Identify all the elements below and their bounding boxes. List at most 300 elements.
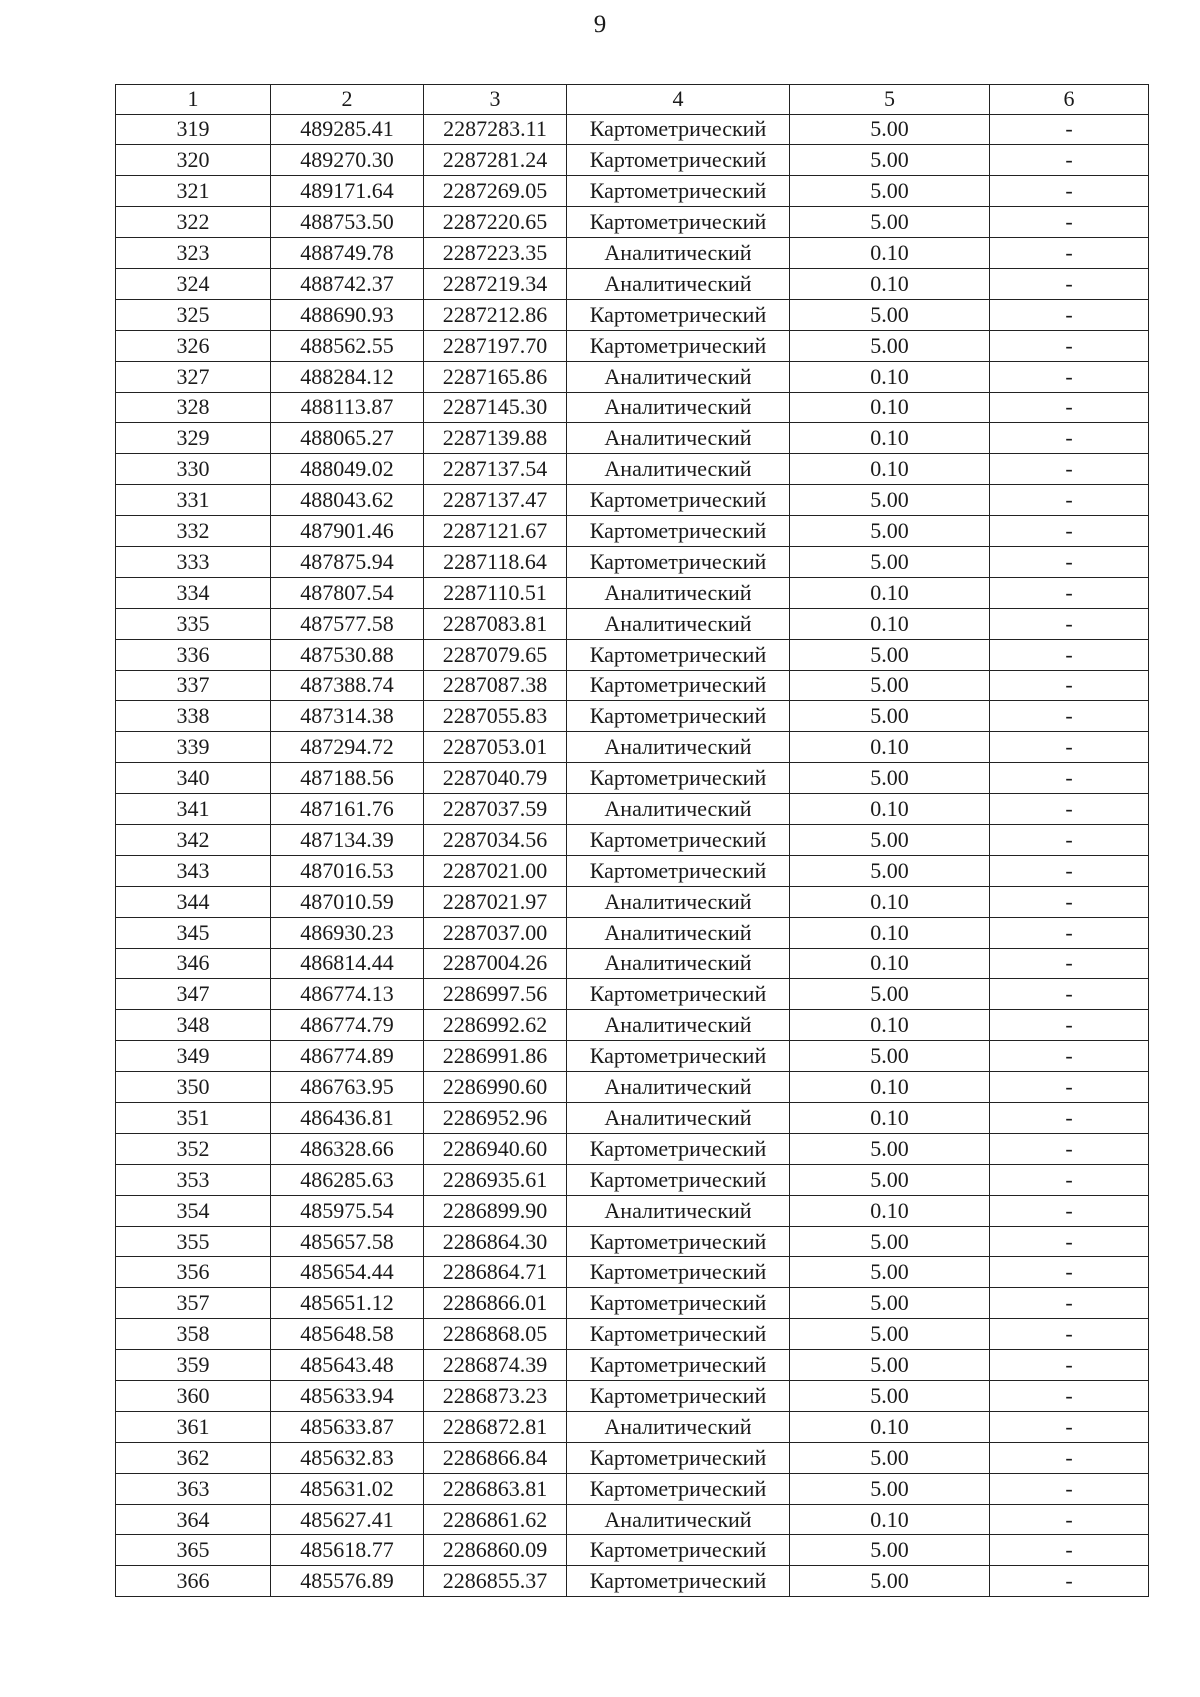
- table-row: [116, 268, 1149, 299]
- y-coordinate-cell: 2286868.05: [424, 1319, 567, 1350]
- x-coordinate-cell: 487010.59: [271, 886, 424, 917]
- y-coordinate-cell: 2286855.37: [424, 1566, 567, 1597]
- accuracy-cell: 0.10: [790, 392, 990, 423]
- table-row: [116, 145, 1149, 176]
- description-cell: -: [990, 207, 1149, 238]
- x-coordinate-cell: 489171.64: [271, 176, 424, 207]
- description-cell: -: [990, 639, 1149, 670]
- x-coordinate-cell: 485975.54: [271, 1195, 424, 1226]
- method-cell: Картометрический: [567, 979, 790, 1010]
- method-cell: Аналитический: [567, 1411, 790, 1442]
- accuracy-cell: 0.10: [790, 732, 990, 763]
- accuracy-cell: 5.00: [790, 516, 990, 547]
- accuracy-cell: 0.10: [790, 1072, 990, 1103]
- x-coordinate-cell: 486814.44: [271, 948, 424, 979]
- accuracy-cell: 5.00: [790, 546, 990, 577]
- x-coordinate-cell: 486285.63: [271, 1164, 424, 1195]
- description-cell: -: [990, 1226, 1149, 1257]
- method-cell: Картометрический: [567, 1442, 790, 1473]
- x-coordinate-cell: 487161.76: [271, 794, 424, 825]
- point-number-cell: 361: [116, 1411, 271, 1442]
- point-number-cell: 326: [116, 330, 271, 361]
- method-cell: Картометрический: [567, 670, 790, 701]
- table-row: [116, 485, 1149, 516]
- point-number-cell: 360: [116, 1381, 271, 1412]
- accuracy-cell: 5.00: [790, 1350, 990, 1381]
- table-row: [116, 1473, 1149, 1504]
- point-number-cell: 319: [116, 114, 271, 145]
- description-cell: -: [990, 886, 1149, 917]
- y-coordinate-cell: 2287004.26: [424, 948, 567, 979]
- x-coordinate-cell: 488562.55: [271, 330, 424, 361]
- header-cell: 3: [424, 85, 567, 115]
- coordinates-table: [115, 84, 1149, 1597]
- x-coordinate-cell: 485633.87: [271, 1411, 424, 1442]
- method-cell: Аналитический: [567, 361, 790, 392]
- table-row: [116, 1288, 1149, 1319]
- accuracy-cell: 0.10: [790, 1411, 990, 1442]
- point-number-cell: 357: [116, 1288, 271, 1319]
- accuracy-cell: 0.10: [790, 454, 990, 485]
- point-number-cell: 323: [116, 238, 271, 269]
- x-coordinate-cell: 488065.27: [271, 423, 424, 454]
- table-row: [116, 855, 1149, 886]
- method-cell: Картометрический: [567, 330, 790, 361]
- x-coordinate-cell: 486328.66: [271, 1133, 424, 1164]
- accuracy-cell: 0.10: [790, 1195, 990, 1226]
- x-coordinate-cell: 488284.12: [271, 361, 424, 392]
- y-coordinate-cell: 2287040.79: [424, 763, 567, 794]
- description-cell: -: [990, 1072, 1149, 1103]
- method-cell: Аналитический: [567, 1195, 790, 1226]
- accuracy-cell: 0.10: [790, 423, 990, 454]
- method-cell: Картометрический: [567, 546, 790, 577]
- accuracy-cell: 5.00: [790, 145, 990, 176]
- point-number-cell: 341: [116, 794, 271, 825]
- x-coordinate-cell: 488749.78: [271, 238, 424, 269]
- y-coordinate-cell: 2286992.62: [424, 1010, 567, 1041]
- point-number-cell: 355: [116, 1226, 271, 1257]
- point-number-cell: 347: [116, 979, 271, 1010]
- accuracy-cell: 0.10: [790, 794, 990, 825]
- x-coordinate-cell: 485648.58: [271, 1319, 424, 1350]
- x-coordinate-cell: 485632.83: [271, 1442, 424, 1473]
- table-row: [116, 1226, 1149, 1257]
- accuracy-cell: 0.10: [790, 886, 990, 917]
- table-row: [116, 176, 1149, 207]
- method-cell: Картометрический: [567, 299, 790, 330]
- table-row: [116, 670, 1149, 701]
- description-cell: -: [990, 330, 1149, 361]
- method-cell: Картометрический: [567, 763, 790, 794]
- point-number-cell: 320: [116, 145, 271, 176]
- method-cell: Картометрический: [567, 1257, 790, 1288]
- accuracy-cell: 0.10: [790, 268, 990, 299]
- point-number-cell: 362: [116, 1442, 271, 1473]
- description-cell: -: [990, 1473, 1149, 1504]
- method-cell: Картометрический: [567, 701, 790, 732]
- point-number-cell: 337: [116, 670, 271, 701]
- accuracy-cell: 5.00: [790, 979, 990, 1010]
- accuracy-cell: 5.00: [790, 176, 990, 207]
- x-coordinate-cell: 485654.44: [271, 1257, 424, 1288]
- method-cell: Картометрический: [567, 1350, 790, 1381]
- table-row: [116, 423, 1149, 454]
- x-coordinate-cell: 487577.58: [271, 608, 424, 639]
- point-number-cell: 332: [116, 516, 271, 547]
- accuracy-cell: 5.00: [790, 1041, 990, 1072]
- accuracy-cell: 5.00: [790, 207, 990, 238]
- x-coordinate-cell: 486763.95: [271, 1072, 424, 1103]
- y-coordinate-cell: 2287212.86: [424, 299, 567, 330]
- y-coordinate-cell: 2287197.70: [424, 330, 567, 361]
- method-cell: Картометрический: [567, 1535, 790, 1566]
- x-coordinate-cell: 485631.02: [271, 1473, 424, 1504]
- table-row: [116, 392, 1149, 423]
- y-coordinate-cell: 2287087.38: [424, 670, 567, 701]
- table-row: [116, 1041, 1149, 1072]
- table-row: [116, 701, 1149, 732]
- description-cell: -: [990, 268, 1149, 299]
- y-coordinate-cell: 2286874.39: [424, 1350, 567, 1381]
- y-coordinate-cell: 2287165.86: [424, 361, 567, 392]
- x-coordinate-cell: 487875.94: [271, 546, 424, 577]
- x-coordinate-cell: 487807.54: [271, 577, 424, 608]
- point-number-cell: 339: [116, 732, 271, 763]
- description-cell: -: [990, 176, 1149, 207]
- y-coordinate-cell: 2287037.59: [424, 794, 567, 825]
- x-coordinate-cell: 487294.72: [271, 732, 424, 763]
- description-cell: -: [990, 1411, 1149, 1442]
- table-row: [116, 794, 1149, 825]
- accuracy-cell: 5.00: [790, 639, 990, 670]
- point-number-cell: 363: [116, 1473, 271, 1504]
- point-number-cell: 335: [116, 608, 271, 639]
- description-cell: -: [990, 299, 1149, 330]
- accuracy-cell: 0.10: [790, 917, 990, 948]
- x-coordinate-cell: 485633.94: [271, 1381, 424, 1412]
- x-coordinate-cell: 487314.38: [271, 701, 424, 732]
- point-number-cell: 353: [116, 1164, 271, 1195]
- table-row: [116, 1350, 1149, 1381]
- header-cell: 1: [116, 85, 271, 115]
- accuracy-cell: 5.00: [790, 855, 990, 886]
- point-number-cell: 324: [116, 268, 271, 299]
- description-cell: -: [990, 732, 1149, 763]
- method-cell: Аналитический: [567, 423, 790, 454]
- table-row: [116, 763, 1149, 794]
- accuracy-cell: 5.00: [790, 701, 990, 732]
- description-cell: -: [990, 763, 1149, 794]
- table-row: [116, 1566, 1149, 1597]
- y-coordinate-cell: 2286866.01: [424, 1288, 567, 1319]
- point-number-cell: 364: [116, 1504, 271, 1535]
- header-cell: 4: [567, 85, 790, 115]
- y-coordinate-cell: 2287110.51: [424, 577, 567, 608]
- accuracy-cell: 5.00: [790, 1566, 990, 1597]
- method-cell: Аналитический: [567, 1072, 790, 1103]
- point-number-cell: 358: [116, 1319, 271, 1350]
- accuracy-cell: 5.00: [790, 485, 990, 516]
- method-cell: Картометрический: [567, 207, 790, 238]
- point-number-cell: 354: [116, 1195, 271, 1226]
- method-cell: Аналитический: [567, 886, 790, 917]
- accuracy-cell: 0.10: [790, 1010, 990, 1041]
- accuracy-cell: 0.10: [790, 608, 990, 639]
- table-row: [116, 1381, 1149, 1412]
- description-cell: -: [990, 1133, 1149, 1164]
- point-number-cell: 340: [116, 763, 271, 794]
- description-cell: -: [990, 1442, 1149, 1473]
- point-number-cell: 334: [116, 577, 271, 608]
- table-row: [116, 1010, 1149, 1041]
- y-coordinate-cell: 2287021.00: [424, 855, 567, 886]
- point-number-cell: 352: [116, 1133, 271, 1164]
- y-coordinate-cell: 2287037.00: [424, 917, 567, 948]
- description-cell: -: [990, 608, 1149, 639]
- description-cell: -: [990, 1381, 1149, 1412]
- description-cell: -: [990, 670, 1149, 701]
- description-cell: -: [990, 794, 1149, 825]
- table-row: [116, 577, 1149, 608]
- point-number-cell: 336: [116, 639, 271, 670]
- accuracy-cell: 0.10: [790, 948, 990, 979]
- x-coordinate-cell: 485576.89: [271, 1566, 424, 1597]
- description-cell: -: [990, 917, 1149, 948]
- description-cell: -: [990, 1195, 1149, 1226]
- table-row: [116, 886, 1149, 917]
- header-cell: 6: [990, 85, 1149, 115]
- x-coordinate-cell: 486774.79: [271, 1010, 424, 1041]
- point-number-cell: 351: [116, 1103, 271, 1134]
- description-cell: -: [990, 392, 1149, 423]
- y-coordinate-cell: 2286860.09: [424, 1535, 567, 1566]
- y-coordinate-cell: 2286866.84: [424, 1442, 567, 1473]
- y-coordinate-cell: 2287118.64: [424, 546, 567, 577]
- table-row: [116, 608, 1149, 639]
- accuracy-cell: 5.00: [790, 1133, 990, 1164]
- x-coordinate-cell: 487901.46: [271, 516, 424, 547]
- method-cell: Картометрический: [567, 1319, 790, 1350]
- method-cell: Аналитический: [567, 238, 790, 269]
- accuracy-cell: 0.10: [790, 1504, 990, 1535]
- table-row: [116, 1504, 1149, 1535]
- method-cell: Картометрический: [567, 145, 790, 176]
- description-cell: -: [990, 516, 1149, 547]
- description-cell: -: [990, 1535, 1149, 1566]
- table-row: [116, 299, 1149, 330]
- accuracy-cell: 5.00: [790, 670, 990, 701]
- x-coordinate-cell: 486774.89: [271, 1041, 424, 1072]
- y-coordinate-cell: 2287223.35: [424, 238, 567, 269]
- y-coordinate-cell: 2286991.86: [424, 1041, 567, 1072]
- table-row: [116, 454, 1149, 485]
- method-cell: Аналитический: [567, 392, 790, 423]
- method-cell: Аналитический: [567, 268, 790, 299]
- table-row: [116, 1442, 1149, 1473]
- accuracy-cell: 5.00: [790, 1288, 990, 1319]
- accuracy-cell: 5.00: [790, 1226, 990, 1257]
- x-coordinate-cell: 486930.23: [271, 917, 424, 948]
- y-coordinate-cell: 2287034.56: [424, 824, 567, 855]
- description-cell: -: [990, 1103, 1149, 1134]
- description-cell: -: [990, 145, 1149, 176]
- table-row: [116, 1164, 1149, 1195]
- x-coordinate-cell: 488043.62: [271, 485, 424, 516]
- accuracy-cell: 5.00: [790, 1535, 990, 1566]
- y-coordinate-cell: 2286990.60: [424, 1072, 567, 1103]
- method-cell: Картометрический: [567, 1288, 790, 1319]
- x-coordinate-cell: 489285.41: [271, 114, 424, 145]
- accuracy-cell: 5.00: [790, 114, 990, 145]
- description-cell: -: [990, 238, 1149, 269]
- point-number-cell: 356: [116, 1257, 271, 1288]
- description-cell: -: [990, 1257, 1149, 1288]
- accuracy-cell: 5.00: [790, 299, 990, 330]
- table-row: [116, 1257, 1149, 1288]
- table-row: [116, 516, 1149, 547]
- method-cell: Аналитический: [567, 917, 790, 948]
- method-cell: Аналитический: [567, 454, 790, 485]
- y-coordinate-cell: 2287220.65: [424, 207, 567, 238]
- accuracy-cell: 0.10: [790, 238, 990, 269]
- point-number-cell: 348: [116, 1010, 271, 1041]
- point-number-cell: 366: [116, 1566, 271, 1597]
- y-coordinate-cell: 2286935.61: [424, 1164, 567, 1195]
- x-coordinate-cell: 487388.74: [271, 670, 424, 701]
- description-cell: -: [990, 824, 1149, 855]
- accuracy-cell: 0.10: [790, 577, 990, 608]
- table-row: [116, 824, 1149, 855]
- point-number-cell: 345: [116, 917, 271, 948]
- x-coordinate-cell: 485618.77: [271, 1535, 424, 1566]
- point-number-cell: 328: [116, 392, 271, 423]
- x-coordinate-cell: 485627.41: [271, 1504, 424, 1535]
- method-cell: Картометрический: [567, 485, 790, 516]
- accuracy-cell: 5.00: [790, 1319, 990, 1350]
- point-number-cell: 359: [116, 1350, 271, 1381]
- description-cell: -: [990, 701, 1149, 732]
- x-coordinate-cell: 488742.37: [271, 268, 424, 299]
- description-cell: -: [990, 1350, 1149, 1381]
- point-number-cell: 322: [116, 207, 271, 238]
- x-coordinate-cell: 487016.53: [271, 855, 424, 886]
- accuracy-cell: 5.00: [790, 1381, 990, 1412]
- x-coordinate-cell: 487188.56: [271, 763, 424, 794]
- x-coordinate-cell: 487530.88: [271, 639, 424, 670]
- table-row: [116, 546, 1149, 577]
- y-coordinate-cell: 2286940.60: [424, 1133, 567, 1164]
- method-cell: Картометрический: [567, 176, 790, 207]
- accuracy-cell: 5.00: [790, 1473, 990, 1504]
- point-number-cell: 321: [116, 176, 271, 207]
- description-cell: -: [990, 1164, 1149, 1195]
- accuracy-cell: 5.00: [790, 1442, 990, 1473]
- table-row: [116, 330, 1149, 361]
- method-cell: Картометрический: [567, 114, 790, 145]
- accuracy-cell: 5.00: [790, 1257, 990, 1288]
- y-coordinate-cell: 2287269.05: [424, 176, 567, 207]
- description-cell: -: [990, 361, 1149, 392]
- table-row: [116, 639, 1149, 670]
- y-coordinate-cell: 2287021.97: [424, 886, 567, 917]
- x-coordinate-cell: 489270.30: [271, 145, 424, 176]
- method-cell: Картометрический: [567, 824, 790, 855]
- accuracy-cell: 5.00: [790, 824, 990, 855]
- table-row: [116, 361, 1149, 392]
- description-cell: -: [990, 855, 1149, 886]
- method-cell: Картометрический: [567, 1041, 790, 1072]
- table-row: [116, 1411, 1149, 1442]
- point-number-cell: 327: [116, 361, 271, 392]
- x-coordinate-cell: 485643.48: [271, 1350, 424, 1381]
- y-coordinate-cell: 2287053.01: [424, 732, 567, 763]
- description-cell: -: [990, 546, 1149, 577]
- y-coordinate-cell: 2287137.47: [424, 485, 567, 516]
- accuracy-cell: 5.00: [790, 330, 990, 361]
- point-number-cell: 343: [116, 855, 271, 886]
- table-row: [116, 732, 1149, 763]
- table-row: [116, 238, 1149, 269]
- method-cell: Картометрический: [567, 1473, 790, 1504]
- x-coordinate-cell: 487134.39: [271, 824, 424, 855]
- description-cell: -: [990, 485, 1149, 516]
- table-row: [116, 979, 1149, 1010]
- point-number-cell: 333: [116, 546, 271, 577]
- x-coordinate-cell: 488049.02: [271, 454, 424, 485]
- point-number-cell: 365: [116, 1535, 271, 1566]
- y-coordinate-cell: 2287079.65: [424, 639, 567, 670]
- description-cell: -: [990, 1504, 1149, 1535]
- method-cell: Картометрический: [567, 1566, 790, 1597]
- method-cell: Картометрический: [567, 1133, 790, 1164]
- x-coordinate-cell: 488690.93: [271, 299, 424, 330]
- y-coordinate-cell: 2287121.67: [424, 516, 567, 547]
- description-cell: -: [990, 454, 1149, 485]
- table-header-row: [116, 85, 1149, 115]
- method-cell: Картометрический: [567, 1226, 790, 1257]
- method-cell: Аналитический: [567, 1010, 790, 1041]
- header-cell: 5: [790, 85, 990, 115]
- table-row: [116, 1072, 1149, 1103]
- description-cell: -: [990, 948, 1149, 979]
- y-coordinate-cell: 2286872.81: [424, 1411, 567, 1442]
- x-coordinate-cell: 488753.50: [271, 207, 424, 238]
- y-coordinate-cell: 2287139.88: [424, 423, 567, 454]
- method-cell: Аналитический: [567, 1103, 790, 1134]
- y-coordinate-cell: 2286899.90: [424, 1195, 567, 1226]
- point-number-cell: 346: [116, 948, 271, 979]
- method-cell: Аналитический: [567, 1504, 790, 1535]
- description-cell: -: [990, 423, 1149, 454]
- description-cell: -: [990, 1288, 1149, 1319]
- method-cell: Аналитический: [567, 732, 790, 763]
- method-cell: Аналитический: [567, 608, 790, 639]
- table-row: [116, 1319, 1149, 1350]
- accuracy-cell: 0.10: [790, 361, 990, 392]
- description-cell: -: [990, 1319, 1149, 1350]
- point-number-cell: 325: [116, 299, 271, 330]
- description-cell: -: [990, 1010, 1149, 1041]
- point-number-cell: 330: [116, 454, 271, 485]
- y-coordinate-cell: 2287219.34: [424, 268, 567, 299]
- point-number-cell: 350: [116, 1072, 271, 1103]
- y-coordinate-cell: 2286863.81: [424, 1473, 567, 1504]
- x-coordinate-cell: 485651.12: [271, 1288, 424, 1319]
- y-coordinate-cell: 2286873.23: [424, 1381, 567, 1412]
- y-coordinate-cell: 2287083.81: [424, 608, 567, 639]
- table-row: [116, 207, 1149, 238]
